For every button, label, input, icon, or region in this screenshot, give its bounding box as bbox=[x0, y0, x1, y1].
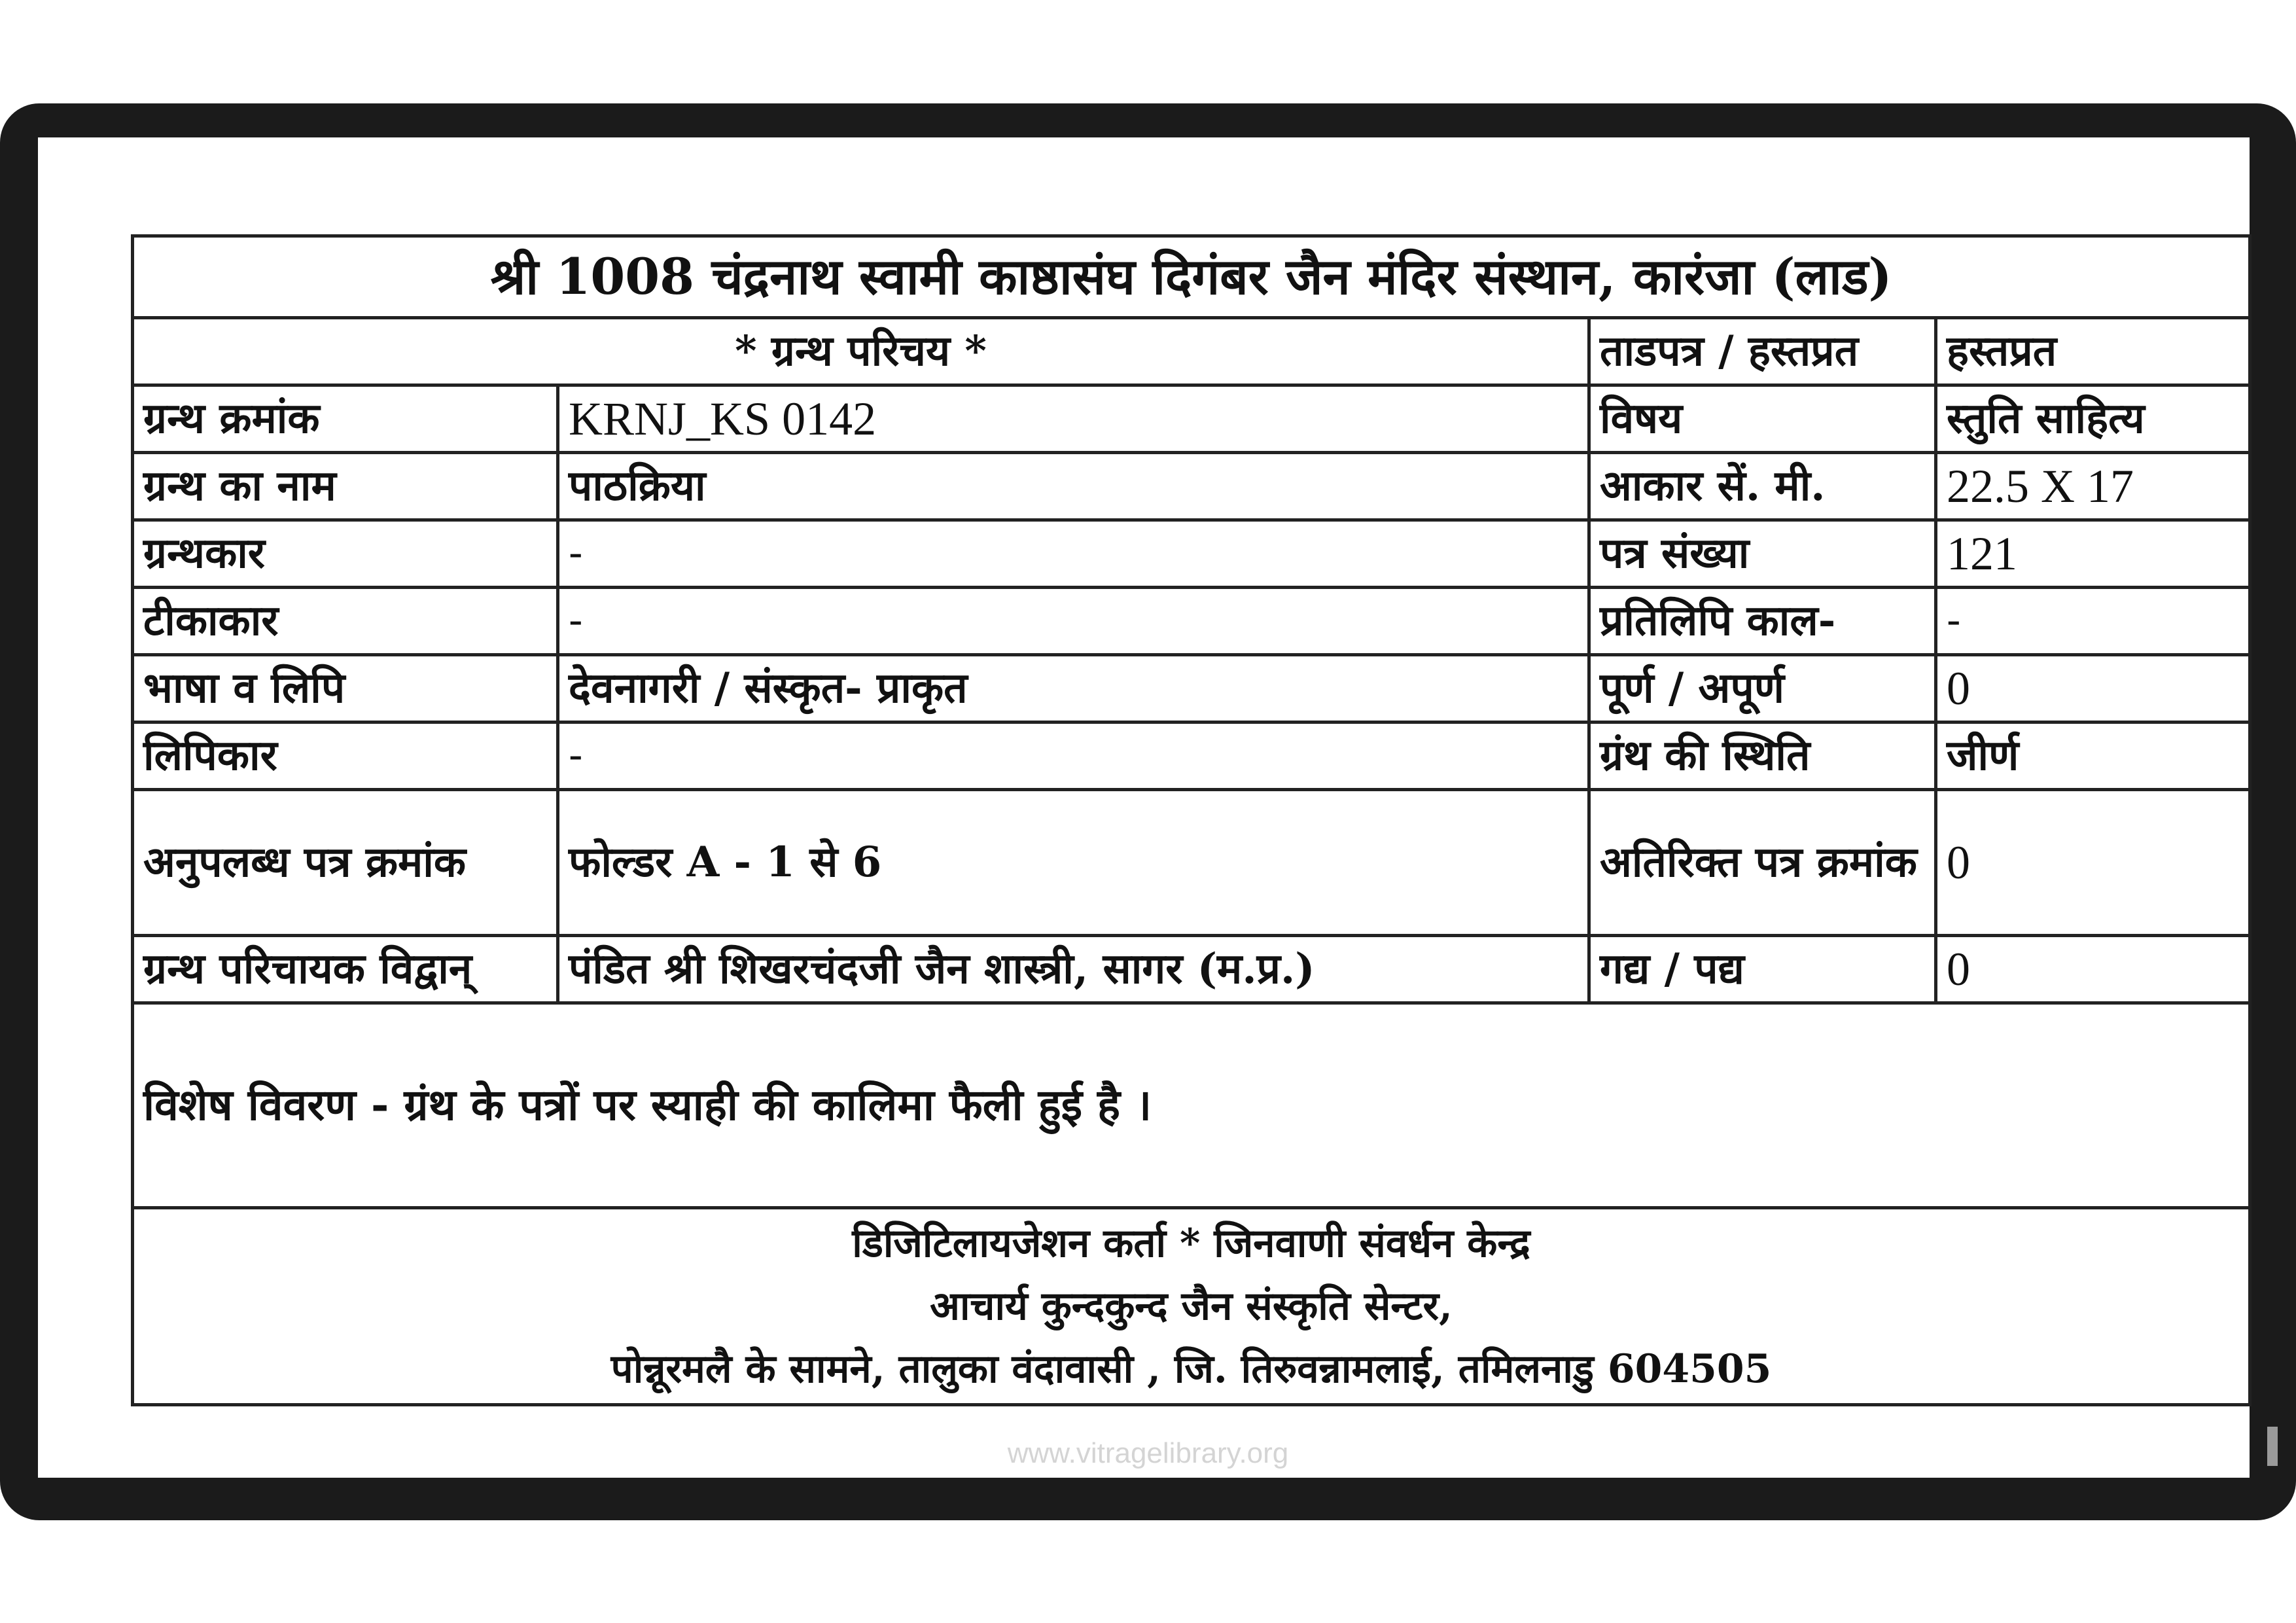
website-watermark: www.vitragelibrary.org bbox=[1007, 1437, 1289, 1469]
manuscript-info-card bbox=[38, 137, 2250, 1478]
record-table bbox=[131, 234, 2252, 1406]
field-label: अतिरिक्त पत्र क्रमांक bbox=[1589, 790, 1936, 936]
field-value: स्तुति साहित्य bbox=[1936, 385, 2250, 453]
field-label: लिपिकार bbox=[133, 722, 558, 790]
field-label: अनुपलब्ध पत्र क्रमांक bbox=[133, 790, 558, 936]
field-label: ग्रन्थ का नाम bbox=[133, 453, 558, 520]
table-row bbox=[133, 588, 2250, 655]
footer-row bbox=[133, 1208, 2250, 1405]
field-value: पंडित श्री शिखरचंदजी जैन शास्त्री, सागर (म.प्र.) bbox=[558, 936, 1589, 1003]
field-value: पाठक्रिया bbox=[558, 453, 1589, 520]
field-value: 0 bbox=[1936, 655, 2250, 722]
digitization-footer bbox=[133, 1208, 2250, 1405]
table-row bbox=[133, 936, 2250, 1003]
field-value: - bbox=[558, 520, 1589, 588]
special-remark: विशेष विवरण - ग्रंथ के पत्रों पर स्याही की कालिमा फैली हुई है । bbox=[133, 1003, 2250, 1208]
field-value: - bbox=[1936, 588, 2250, 655]
field-value: 0 bbox=[1936, 790, 2250, 936]
section-heading: * ग्रन्थ परिचय * bbox=[133, 318, 1589, 385]
footer-line-2: आचार्य कुन्दकुन्द जैन संस्कृति सेन्टर, bbox=[930, 1283, 1453, 1329]
remark-row bbox=[133, 1003, 2250, 1208]
institution-title: श्री 1008 चंद्रनाथ स्वामी काष्ठासंघ दिगंबर जैन मंदिर संस्थान, कारंजा (लाड) bbox=[133, 236, 2250, 318]
table-row bbox=[133, 722, 2250, 790]
intro-row bbox=[133, 318, 2250, 385]
type-value: हस्तप्रत bbox=[1936, 318, 2250, 385]
field-value: देवनागरी / संस्कृत- प्राकृत bbox=[558, 655, 1589, 722]
scan-edge-mark bbox=[2267, 1427, 2278, 1466]
table-row bbox=[133, 385, 2250, 453]
field-value: जीर्ण bbox=[1936, 722, 2250, 790]
footer-line-1: डिजिटिलायजेशन कर्ता * जिनवाणी संवर्धन केन्द्र bbox=[852, 1221, 1530, 1266]
field-label: विषय bbox=[1589, 385, 1936, 453]
field-label: ग्रन्थ क्रमांक bbox=[133, 385, 558, 453]
table-row bbox=[133, 790, 2250, 936]
table-row bbox=[133, 453, 2250, 520]
field-label: ग्रन्थकार bbox=[133, 520, 558, 588]
field-value: - bbox=[558, 722, 1589, 790]
field-label: गद्य / पद्य bbox=[1589, 936, 1936, 1003]
field-label: भाषा व लिपि bbox=[133, 655, 558, 722]
field-value: KRNJ_KS 0142 bbox=[558, 385, 1589, 453]
table-row bbox=[133, 520, 2250, 588]
table-row bbox=[133, 655, 2250, 722]
field-label: ग्रंथ की स्थिति bbox=[1589, 722, 1936, 790]
field-label: पूर्ण / अपूर्ण bbox=[1589, 655, 1936, 722]
title-row bbox=[133, 236, 2250, 318]
field-label: पत्र संख्या bbox=[1589, 520, 1936, 588]
field-label: ग्रन्थ परिचायक विद्वान् bbox=[133, 936, 558, 1003]
field-label: प्रतिलिपि काल- bbox=[1589, 588, 1936, 655]
field-value: 22.5 X 17 bbox=[1936, 453, 2250, 520]
field-value: फोल्डर A - 1 से 6 bbox=[558, 790, 1589, 936]
field-label: टीकाकार bbox=[133, 588, 558, 655]
field-label: आकार सें. मी. bbox=[1589, 453, 1936, 520]
footer-line-3: पोन्नूरमलै के सामने, तालुका वंदावासी , जि. तिरुवन्नामलाई, तमिलनाडु 604505 bbox=[610, 1346, 1772, 1392]
field-value: 0 bbox=[1936, 936, 2250, 1003]
field-value: 121 bbox=[1936, 520, 2250, 588]
field-value: - bbox=[558, 588, 1589, 655]
type-label: ताडपत्र / हस्तप्रत bbox=[1589, 318, 1936, 385]
